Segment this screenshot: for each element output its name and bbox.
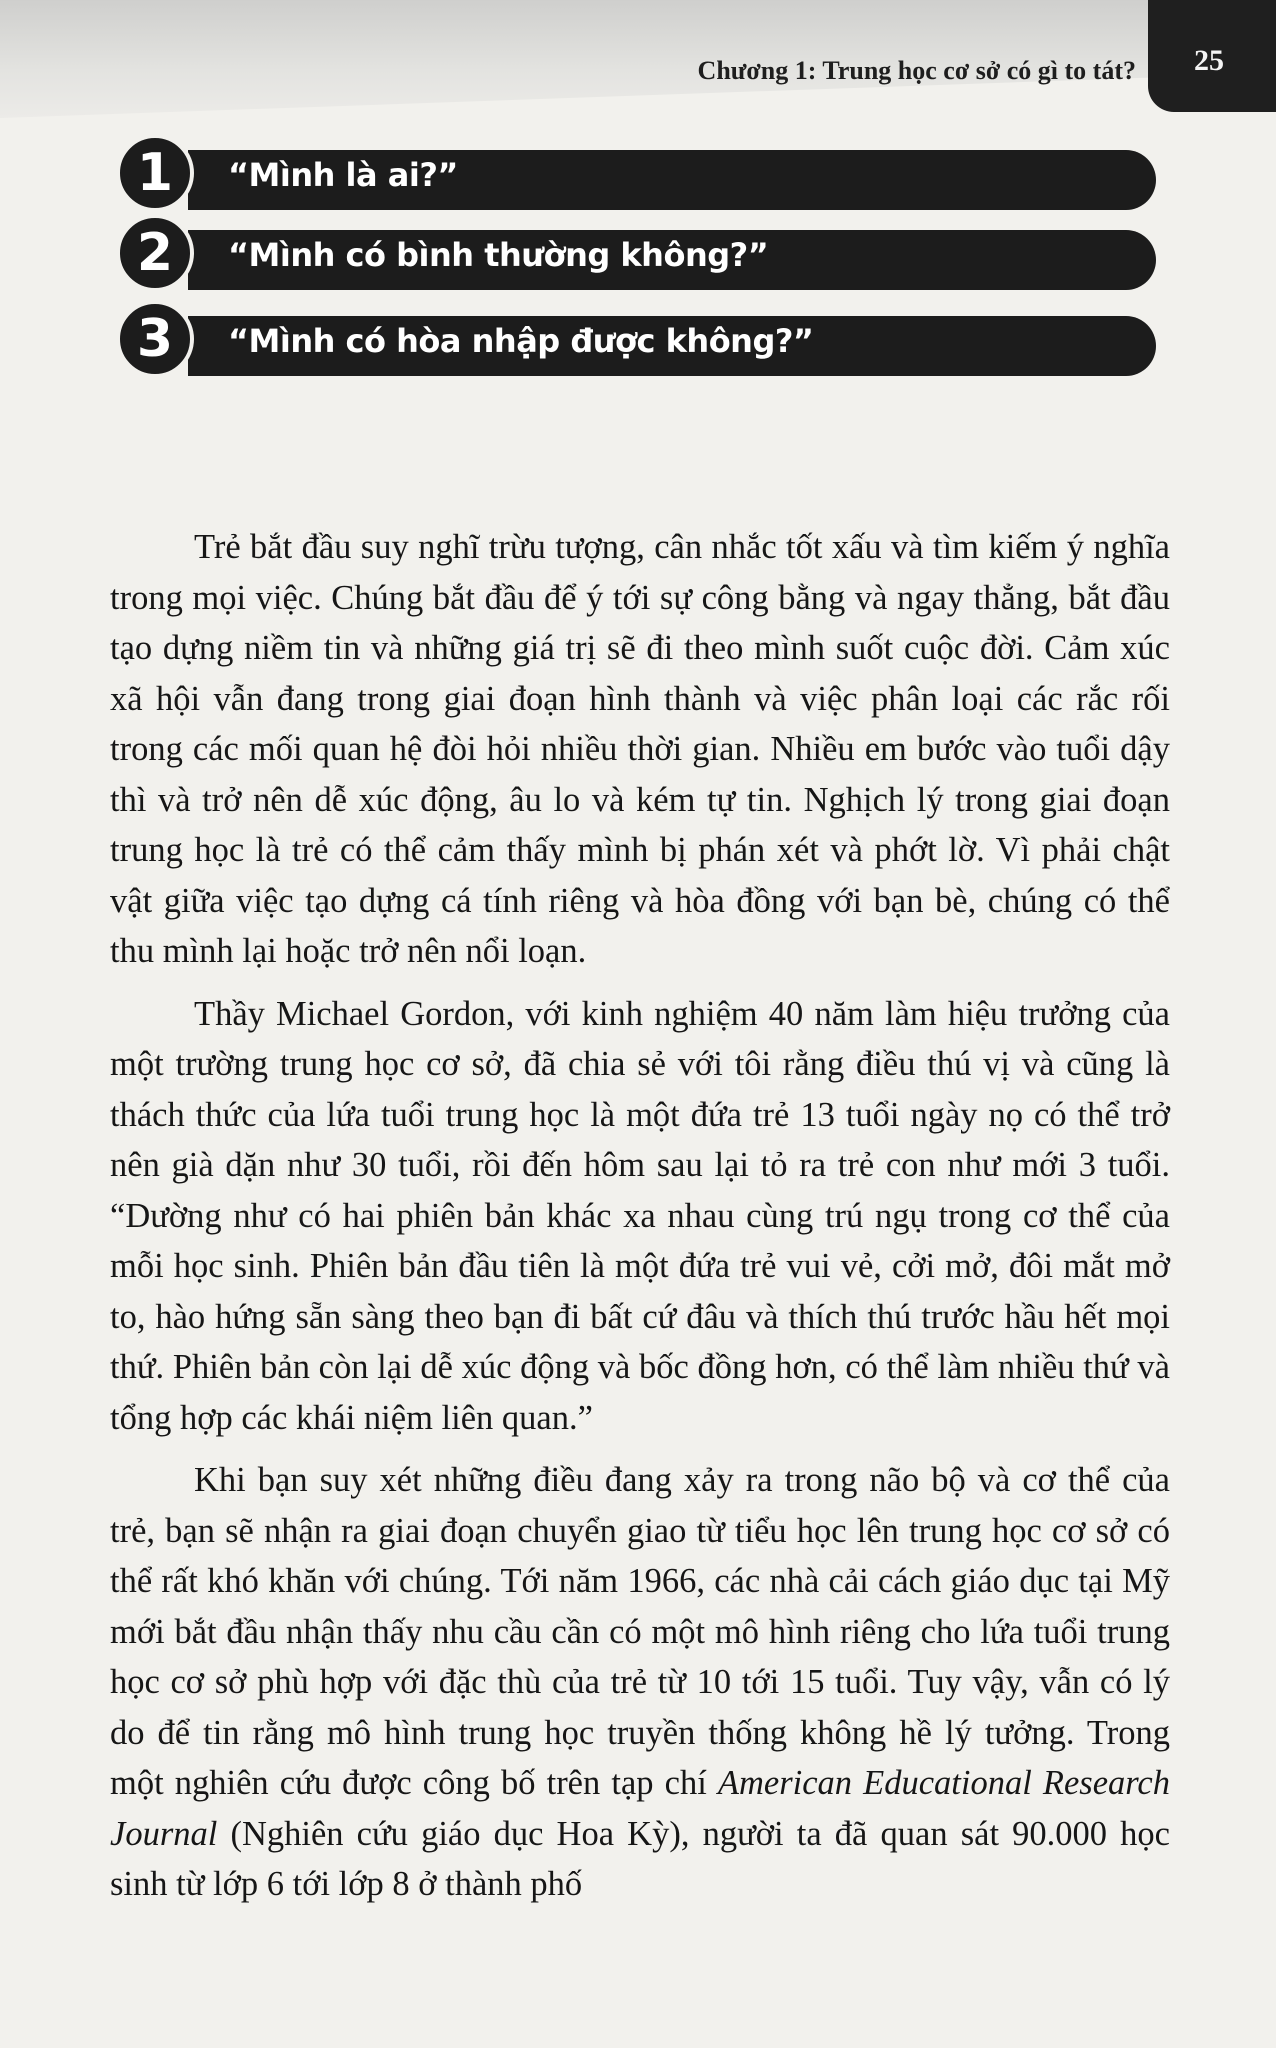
paragraph-3-text-end: (Nghiên cứu giáo dục Hoa Kỳ), người ta đã quan sát 90.000 học sinh từ lớp 6 tới lớp 8 ở thành phố [110,1814,1170,1903]
running-head: Chương 1: Trung học cơ sở có gì to tát? [697,56,1136,85]
paragraph-3-text-start: Khi bạn suy xét những điều đang xảy ra trong não bộ và cơ thể của trẻ, bạn sẽ nhận ra giai đoạn chuyển giao từ tiểu học lên trung học cơ sở có thể rất khó khăn với chúng. Tới năm 1966, các nhà cải cách giáo dục tại Mỹ mới bắt đầu nhận thấy nhu cầu cần có một mô hình riêng cho lứa tuổi trung học cơ sở phù hợp với đặc thù của trẻ từ 10 tới 15 tuổi. Tuy vậy, vẫn có lý do để tin rằng mô hình trung học truyền thống không hề lý tưởng. Trong một nghiên cứu được công bố trên tạp chí [110,1461,1170,1802]
paragraph-1: Trẻ bắt đầu suy nghĩ trừu tượng, cân nhắc tốt xấu và tìm kiếm ý nghĩa trong mọi việc. Chúng bắt đầu để ý tới sự công bằng và ngay thẳng, bắt đầu tạo dựng niềm tin và những giá trị sẽ đi theo mình suốt cuộc đời. Cảm xúc xã hội vẫn đang trong giai đoạn hình thành và việc phân loại các rắc rối trong các mối quan hệ đòi hỏi nhiều thời gian. Nhiều em bước vào tuổi dậy thì và trở nên dễ xúc động, âu lo và kém tự tin. Nghịch lý trong giai đoạn trung học là trẻ có thể cảm thấy mình bị phán xét và phớt lờ. Vì phải chật vật giữa việc tạo dựng cá tính riêng và hòa đồng với bạn bè, chúng có thể thu mình lại hoặc trở nên nổi loạn. [110,528,1170,970]
page-number: 25 [1194,44,1224,77]
question-item-1 [116,134,1156,212]
body-text [110,522,1170,1922]
page-number-tab [1148,0,1276,112]
journal-title: American Educational Research Journal [110,1764,1170,1853]
number-badge: 3 [116,300,194,378]
number-badge: 1 [116,134,194,212]
question-item-3 [116,300,1156,378]
question-text: “Mình là ai?” [228,156,458,194]
question-item-2 [116,214,1156,292]
paragraph-2: Thầy Michael Gordon, với kinh nghiệm 40 năm làm hiệu trưởng của một trường trung học cơ sở, đã chia sẻ với tôi rằng điều thú vị và cũng là thách thức của lứa tuổi trung học là một đứa trẻ 13 tuổi ngày nọ có thể trở nên già dặn như 30 tuổi, rồi đến hôm sau lại tỏ ra trẻ con như mới 3 tuổi. “Dường như có hai phiên bản khác xa nhau cùng trú ngụ trong cơ thể của mỗi học sinh. Phiên bản đầu tiên là một đứa trẻ vui vẻ, cởi mở, đôi mắt mở to, hào hứng sẵn sàng theo bạn đi bất cứ đâu và thích thú trước hầu hết mọi thứ. Phiên bản còn lại dễ xúc động và bốc đồng hơn, có thể làm nhiều thứ và tổng hợp các khái niệm liên quan.” [110,994,1170,1437]
number-badge: 2 [116,214,194,292]
question-text: “Mình có bình thường không?” [228,236,769,274]
question-text: “Mình có hòa nhập được không?” [228,322,814,360]
paragraph-3 [110,1455,1170,1910]
